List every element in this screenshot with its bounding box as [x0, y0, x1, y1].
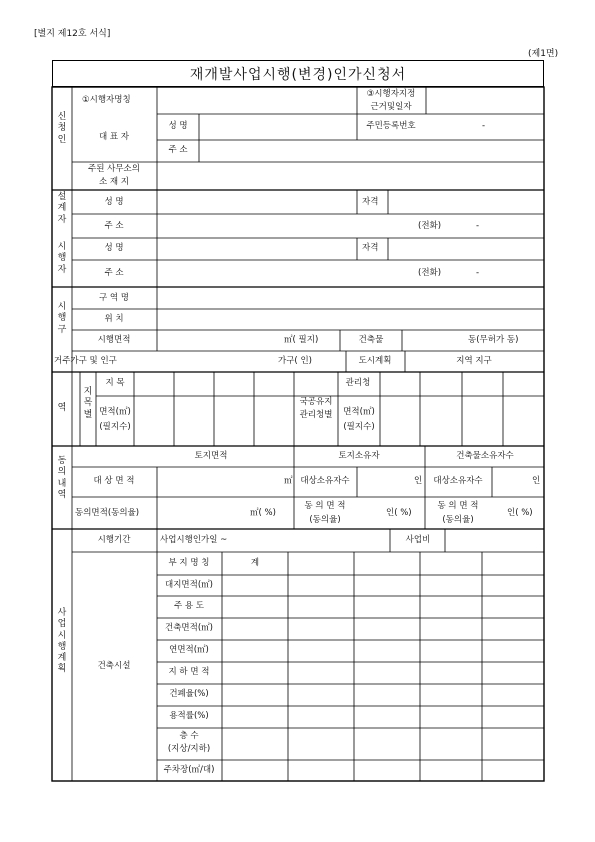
plan-period-label: 시행기간	[97, 535, 131, 545]
zone-area-unit: ㎡( 필지)	[284, 335, 319, 345]
zone-district-label: 지역 지구	[456, 356, 492, 366]
plan-row-label: 지 하 면 적	[168, 667, 210, 677]
consent-owner-label-2: (동의율)	[309, 515, 341, 525]
consent-owner-unit: 인( %)	[386, 508, 412, 518]
builder-addr-label: 주 소	[104, 268, 124, 278]
plan-row-label: 주차장(㎡/대)	[163, 765, 215, 775]
page-number: (제1면)	[528, 49, 559, 59]
plan-row-label: 건폐율(%)	[169, 689, 209, 699]
plan-row-sublabel: (지상/지하)	[167, 744, 211, 754]
consent-target-owner-label: 대상소유자수	[300, 476, 350, 486]
section-plan: 사업시행계획	[57, 608, 67, 675]
plan-cost-label: 사업비	[405, 535, 431, 545]
land-state-label-1: 국공유지	[299, 397, 333, 407]
designer-phone-label: (전화)	[418, 221, 442, 231]
builder-phone-label: (전화)	[418, 268, 442, 278]
plan-row-label: 연면적(㎡)	[169, 645, 209, 655]
section-applicant: 신청인	[57, 112, 67, 145]
plan-period-value: 사업시행인가일 ~	[160, 535, 228, 545]
applicant-basis-label-2: 근거및일자	[370, 102, 412, 112]
designer-addr-label: 주 소	[104, 221, 124, 231]
zone-location-label: 위 치	[104, 314, 124, 324]
consent-land-owner-header: 토지소유자	[338, 451, 380, 461]
builder-license-label: 자격	[362, 243, 379, 253]
section-consent: 동의내역	[57, 456, 67, 500]
plan-row-label: 대지면적(㎡)	[165, 580, 213, 590]
consent-land-area-header: 토지면적	[194, 451, 228, 461]
zone-households-unit: 가구( 인)	[278, 356, 312, 366]
section-land: 역	[57, 403, 67, 413]
zone-area-label: 시행면적	[97, 335, 131, 345]
consent-bldg-unit: 인( %)	[507, 508, 533, 518]
consent-area-label: 동의면적(동의율)	[75, 508, 140, 518]
consent-area-unit: ㎡( %)	[250, 508, 276, 518]
zone-households-label: 거주가구 및 인구	[54, 356, 117, 366]
land-state-area-label-2: (필지수)	[343, 422, 375, 432]
rep-id-dash: -	[482, 121, 486, 131]
plan-total-label: 계	[250, 558, 260, 568]
consent-bldg-label-1: 동 의 면 적	[437, 501, 479, 511]
consent-bldg-label-2: (동의율)	[442, 515, 474, 525]
form-title: 재개발사업시행(변경)인가신청서	[52, 60, 544, 87]
zone-name-label: 구 역 명	[98, 293, 130, 303]
plan-row-label: 용적률(%)	[169, 711, 209, 721]
section-designer: 설계자	[57, 192, 67, 225]
land-lot-category: 지목별	[83, 387, 93, 420]
land-office-label: 관리청	[345, 378, 371, 388]
consent-owner-label-1: 동 의 면 적	[304, 501, 346, 511]
plan-row-label: 주 용 도	[173, 601, 205, 611]
applicant-basis-label-1: ③시행자지정	[366, 89, 416, 99]
designer-license-label: 자격	[362, 197, 379, 207]
consent-bldg-owner-header: 건축물소유자수	[456, 451, 514, 461]
applicant-name-label: ①시행자명칭	[82, 95, 131, 105]
land-lot-area-label-1: 면적(㎡)	[99, 407, 131, 417]
consent-target-bldg-unit: 인	[532, 476, 541, 486]
section-zone: 시행구	[57, 302, 67, 335]
zone-buildings-label: 건축물	[358, 335, 384, 345]
section-builder: 시행자	[57, 242, 67, 275]
rep-addr-label: 주 소	[168, 145, 188, 155]
designer-phone-dash: -	[476, 221, 480, 231]
office-label-1: 주된 사무소의	[88, 164, 140, 174]
consent-target-area-label: 대 상 면 적	[93, 476, 135, 486]
designer-name-label: 성 명	[104, 197, 124, 207]
form-number: [별지 제12호 서식]	[34, 29, 111, 39]
plan-row-label: 부 지 명 칭	[168, 558, 210, 568]
plan-row-label: 층 수	[179, 731, 199, 741]
consent-target-owner-unit: 인	[414, 476, 423, 486]
land-lot-area-label-2: (필지수)	[99, 422, 131, 432]
rep-label: 대 표 자	[98, 132, 130, 142]
builder-phone-dash: -	[476, 268, 480, 278]
land-lot-type-label: 지 목	[105, 378, 125, 388]
land-state-area-label-1: 면적(㎡)	[343, 407, 375, 417]
zone-city-plan-label: 도시계획	[358, 356, 392, 366]
plan-facility-label: 건축시설	[97, 661, 131, 671]
builder-name-label: 성 명	[104, 243, 124, 253]
plan-row-label: 건축면적(㎡)	[165, 623, 213, 633]
office-label-2: 소 재 지	[98, 177, 130, 187]
rep-name-label: 성 명	[168, 121, 188, 131]
land-state-label-2: 관리청별	[299, 410, 333, 420]
consent-target-area-unit: ㎡	[284, 476, 293, 486]
consent-target-bldg-label: 대상소유자수	[433, 476, 483, 486]
rep-id-label: 주민등록번호	[366, 121, 416, 131]
zone-buildings-unit: 동(무허가 동)	[468, 335, 519, 345]
